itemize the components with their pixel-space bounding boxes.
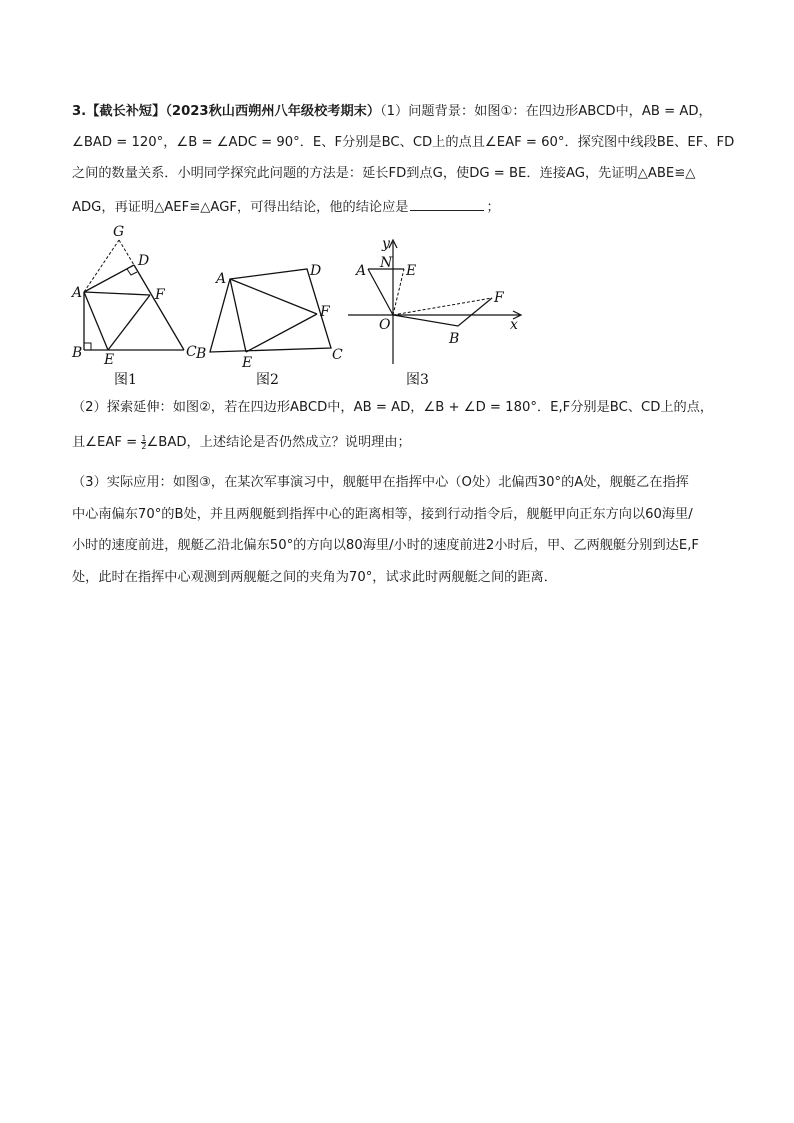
fig2-label-f: F	[320, 304, 330, 320]
fig1-label-g: G	[113, 224, 125, 240]
fig2-label-d: D	[310, 263, 322, 279]
part1-line3: 之间的数量关系．小明同学探究此问题的方法是：延长FD到点G，使DG = BE．连接AG，先证明△ABE≌△	[72, 166, 696, 181]
fig3-label-x: x	[510, 317, 518, 333]
problem-line-1	[72, 103, 732, 121]
fig3-caption: 图3	[406, 372, 429, 388]
problem-source: （2023秋山西朔州八年级校考期末）	[165, 104, 381, 119]
fraction-denominator: 2	[141, 441, 147, 451]
part3-line1: （3）实际应用：如图③，在某次军事演习中，舰艇甲在指挥中心（O处）北偏西30°的A处，舰艇乙在指挥	[72, 475, 689, 490]
figure-2	[195, 263, 343, 388]
fig3-label-n: N	[380, 255, 393, 271]
problem-tag: 【截长补短】	[86, 104, 166, 119]
fig3-label-f: F	[494, 290, 504, 306]
part2-line1: （2）探索延伸：如图②，若在四边形ABCD中，AB = AD，∠B + ∠D = 180°．E,F分别是BC、CD上的点，	[72, 400, 714, 415]
part3-line4: 处，此时在指挥中心观测到两舰艇之间的夹角为70°，试求此时两舰艇之间的距离．	[72, 570, 557, 585]
fig1-label-b: B	[72, 345, 83, 361]
fig2-label-e: E	[242, 355, 253, 371]
fig2-label-a: A	[216, 271, 227, 287]
fig3-label-y: y	[382, 236, 390, 252]
part2-line2b: ∠BAD，上述结论是否仍然成立？说明理由；	[146, 435, 411, 450]
fig1-label-f: F	[155, 287, 165, 303]
part2-line2a: 且∠EAF =	[72, 435, 142, 450]
fig3-label-e: E	[406, 263, 417, 279]
fig3-label-o: O	[379, 317, 391, 333]
fig1-label-e: E	[104, 352, 115, 368]
part3-line3: 小时的速度前进，舰艇乙沿北偏东50°的方向以80海里/小时的速度前进2小时后，甲、乙两舰艇分别到达E,F	[72, 538, 699, 553]
part1-line1: （1）问题背景：如图①：在四边形ABCD中，AB = AD，	[380, 104, 712, 119]
fig2-label-c: C	[332, 347, 343, 363]
fraction-numerator: 1	[141, 433, 147, 443]
figure-1	[70, 224, 197, 388]
problem-number: 3.	[72, 104, 87, 119]
fig3-label-a: A	[356, 263, 367, 279]
part2-line2	[72, 434, 732, 452]
fig1-label-d: D	[138, 253, 150, 269]
fig3-label-b: B	[449, 331, 460, 347]
part1-line4a: ADG，再证明△AEF≌△AGF，可得出结论，他的结论应是	[72, 200, 409, 215]
fig2-label-b: B	[196, 346, 207, 362]
part1-line4	[72, 197, 732, 217]
fig1-label-a: A	[72, 285, 83, 301]
part1-line2: ∠BAD = 120°，∠B = ∠ADC = 90°．E、F分别是BC、CD上的点且∠EAF = 60°．探究图中线段BE、EF、FD	[72, 135, 735, 150]
fig2-caption: 图2	[256, 372, 279, 388]
fig1-label-c: C	[186, 344, 197, 360]
part3-line2: 中心南偏东70°的B处，并且两舰艇到指挥中心的距离相等，接到行动指令后，舰艇甲向正东方向以60海里/	[72, 507, 693, 522]
figures	[0, 222, 794, 397]
figure-3	[348, 236, 521, 388]
fig1-caption: 图1	[114, 372, 137, 388]
part1-line4b: ；	[486, 200, 500, 215]
answer-blank	[410, 197, 484, 211]
